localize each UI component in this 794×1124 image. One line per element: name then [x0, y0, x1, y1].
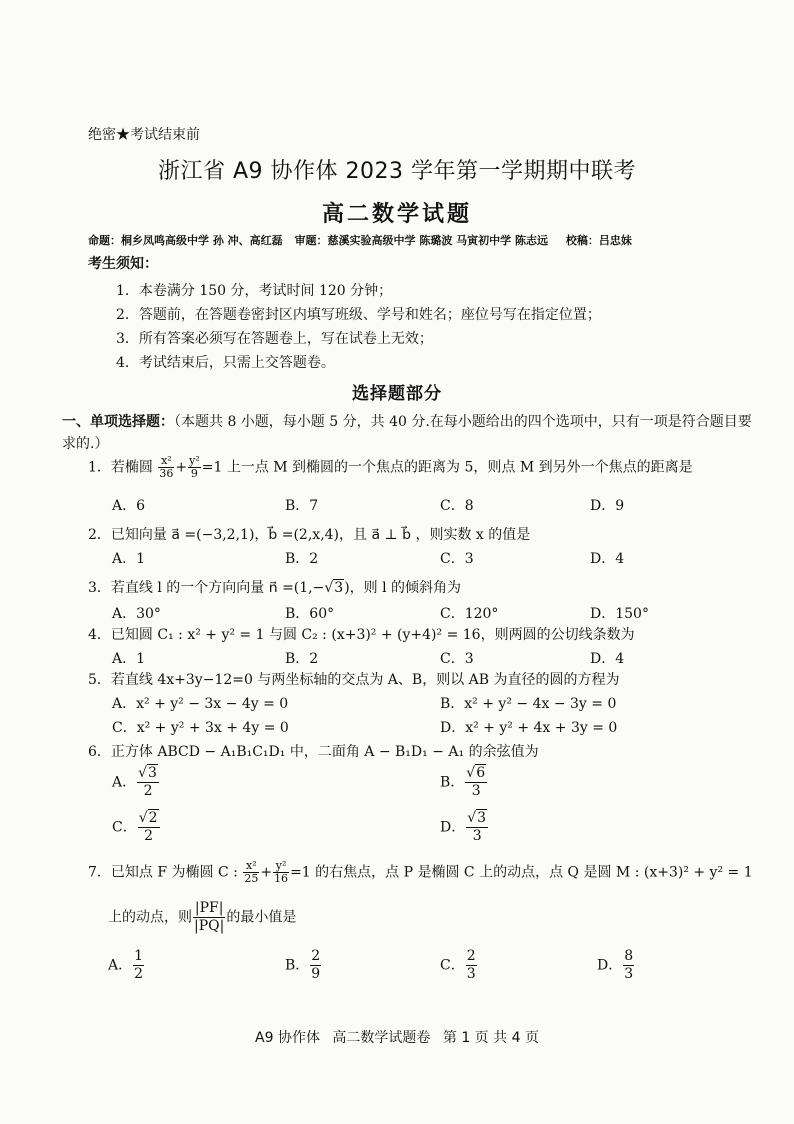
page-footer [0, 1027, 794, 1047]
option-c: C．3 [440, 651, 474, 667]
option-b: B． $\frac{2}{9}$ [285, 948, 321, 982]
section-title: 选择题部分 [352, 384, 442, 404]
footer-org: A9 协作体 [255, 1030, 320, 1046]
question-7: 7．已知点 F 为椭圆 C : $\frac{\text{x²}}{25}$ + $\frac{\text{y²}}{16}$ =1 的右焦点，点 P 是椭圆 C 上的动点，点 Q 是圆 M : (x+3)² + y² = 1 [88, 859, 753, 885]
question-2: 2．已知向量 a⃗ =(−3,2,1)，b⃗ =(2,x,4)，且 a⃗ ⊥ b⃗ ，则实数 x 的值是 [88, 527, 531, 543]
fraction: $\frac{\text{y²}}{9}$ [189, 454, 200, 480]
option-d: D． $\frac{8}{3}$ [597, 948, 634, 982]
question-4: 4．已知圆 C₁ : x² + y² = 1 与圆 C₂ : (x+3)² + (y+4)² = 16，则两圆的公切线条数为 [88, 627, 635, 643]
option-a: A．1 [112, 651, 146, 667]
option-c: C． $\frac{√2}{2}$ [112, 810, 158, 844]
question-3: 3．若直线 l 的一个方向向量 n⃗ =(1,−√3)，则 l 的倾斜角为 [88, 580, 462, 596]
part-description: （本题共 8 小题，每小题 5 分，共 40 分.在每小题给出的四个选项中，只有一项是符合题目要求的.） [62, 414, 752, 452]
option-b: B．60° [285, 606, 335, 622]
notice-item: 1．本卷满分 150 分，考试时间 120 分钟； [116, 283, 393, 299]
part-heading [62, 411, 762, 455]
option-b: B．x² + y² − 4x − 3y = 0 [440, 696, 617, 712]
notice-item: 2．答题前，在答题卷密封区内填写班级、学号和姓名；座位号写在指定位置； [116, 307, 601, 323]
option-b: B． $\frac{√6}{3}$ [440, 765, 486, 799]
option-a: A． $\frac{√3}{2}$ [112, 765, 157, 799]
question-5: 5．若直线 4x+3y−12=0 与两坐标轴的交点为 A、B，则以 AB 为直径的圆的方程为 [88, 672, 620, 688]
option-c: C．8 [440, 498, 474, 514]
option-d: D． $\frac{√3}{3}$ [440, 810, 487, 844]
option-a: A．6 [112, 498, 146, 514]
footer-paper: 高二数学试题卷 [332, 1030, 431, 1046]
exam-title: 浙江省 A9 协作体 2023 学年第一学期期中联考 [157, 159, 636, 184]
fraction: $\frac{\text{x²}}{25}$ [244, 859, 259, 885]
question-7-line2: 上的动点，则 $\frac{|PF|}{|PQ|}$ 的最小值是 [108, 900, 297, 934]
option-d: D．4 [590, 551, 625, 567]
fraction: $\frac{\text{x²}}{36}$ [159, 454, 174, 480]
question-6: 6．正方体 ABCD − A₁B₁C₁D₁ 中，二面角 A − B₁D₁ − A₁ 的余弦值为 [88, 744, 539, 760]
option-c: C．120° [440, 606, 499, 622]
credit-review: 审题：慈溪实验高级中学 陈璐波 马寅初中学 陈志远 [294, 234, 549, 247]
option-d: D．x² + y² + 4x + 3y = 0 [440, 720, 618, 736]
notice-item: 4．考试结束后，只需上交答题卷。 [116, 355, 335, 371]
option-b: B．2 [285, 551, 319, 567]
question-1: 1．若椭圆 $\frac{\text{x²}}{36}$ + $\frac{\text{y²}}{9}$ =1 上一点 M 到椭圆的一个焦点的距离为 5，则点 M 到另外一个焦点的距离是 [88, 454, 693, 480]
option-a: A． $\frac{1}{2}$ [108, 948, 144, 982]
notice-item: 3．所有答案必须写在答题卷上，写在试卷上无效； [116, 331, 433, 347]
option-b: B．2 [285, 651, 319, 667]
option-d: D．4 [590, 651, 625, 667]
credit-proofread: 校稿：吕忠妹 [565, 234, 632, 247]
option-c: C．3 [440, 551, 474, 567]
option-c: C． $\frac{2}{3}$ [440, 948, 476, 982]
option-b: B．7 [285, 498, 319, 514]
exam-subtitle: 高二数学试题 [321, 202, 472, 227]
radicand: 3 [334, 580, 344, 596]
notice-heading: 考生须知： [88, 256, 158, 272]
option-a: A．x² + y² − 3x − 4y = 0 [112, 696, 289, 712]
footer-page: 第 1 页 共 4 页 [442, 1030, 539, 1046]
fraction: $\frac{\text{y²}}{16}$ [274, 859, 289, 885]
credits-line [88, 232, 640, 248]
option-d: D．9 [590, 498, 625, 514]
ratio-fraction: $\frac{|PF|}{|PQ|}$ [194, 900, 225, 934]
option-d: D．150° [590, 606, 649, 622]
credit-proposition: 命题：桐乡凤鸣高级中学 孙 冲、高红磊 [88, 234, 283, 247]
part-label: 一、单项选择题： [62, 414, 174, 430]
option-a: A．30° [112, 606, 161, 622]
option-c: C．x² + y² + 3x + 4y = 0 [112, 720, 289, 736]
option-a: A．1 [112, 551, 146, 567]
confidential-label: 绝密★考试结束前 [88, 127, 200, 143]
